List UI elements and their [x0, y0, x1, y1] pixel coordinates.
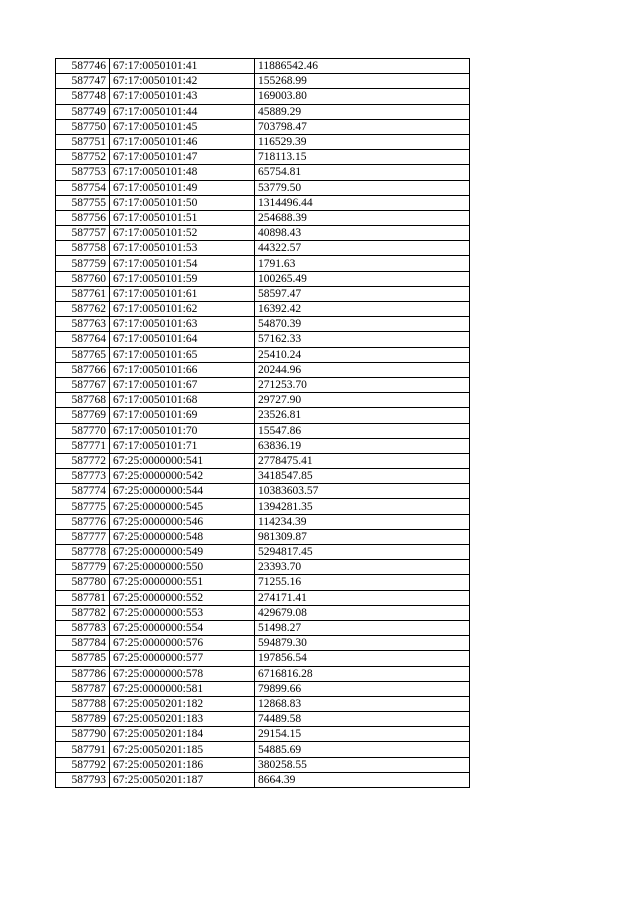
value-cell: 5294817.45 — [255, 545, 470, 560]
row-id-cell: 587754 — [56, 180, 110, 195]
table-row — [56, 712, 470, 727]
table-row — [56, 438, 470, 453]
value-cell: 11886542.46 — [255, 59, 470, 74]
table-row — [56, 453, 470, 468]
cadastral-number-cell: 67:17:0050101:42 — [110, 74, 255, 89]
row-id-cell: 587760 — [56, 271, 110, 286]
value-cell: 100265.49 — [255, 271, 470, 286]
table-row — [56, 286, 470, 301]
row-id-cell: 587765 — [56, 347, 110, 362]
value-cell: 718113.15 — [255, 150, 470, 165]
row-id-cell: 587762 — [56, 302, 110, 317]
value-cell: 3418547.85 — [255, 469, 470, 484]
row-id-cell: 587778 — [56, 545, 110, 560]
value-cell: 1394281.35 — [255, 499, 470, 514]
row-id-cell: 587779 — [56, 560, 110, 575]
cadastral-number-cell: 67:25:0000000:550 — [110, 560, 255, 575]
table-row — [56, 241, 470, 256]
cadastral-number-cell: 67:17:0050101:68 — [110, 393, 255, 408]
cadastral-number-cell: 67:25:0000000:544 — [110, 484, 255, 499]
value-cell: 2778475.41 — [255, 453, 470, 468]
cadastral-number-cell: 67:17:0050101:70 — [110, 423, 255, 438]
row-id-cell: 587782 — [56, 605, 110, 620]
table-row — [56, 59, 470, 74]
table-row — [56, 545, 470, 560]
table-row — [56, 165, 470, 180]
value-cell: 116529.39 — [255, 134, 470, 149]
table-row — [56, 302, 470, 317]
table-row — [56, 271, 470, 286]
cadastral-number-cell: 67:17:0050101:45 — [110, 119, 255, 134]
cadastral-number-cell: 67:25:0050201:185 — [110, 742, 255, 757]
value-cell: 12868.83 — [255, 696, 470, 711]
row-id-cell: 587789 — [56, 712, 110, 727]
cadastral-number-cell: 67:17:0050101:52 — [110, 226, 255, 241]
cadastral-number-cell: 67:17:0050101:59 — [110, 271, 255, 286]
table-row — [56, 134, 470, 149]
row-id-cell: 587781 — [56, 590, 110, 605]
row-id-cell: 587787 — [56, 681, 110, 696]
table-row — [56, 423, 470, 438]
table-row — [56, 210, 470, 225]
value-cell: 8664.39 — [255, 772, 470, 787]
records-table — [55, 58, 470, 788]
row-id-cell: 587757 — [56, 226, 110, 241]
table-row — [56, 757, 470, 772]
cadastral-number-cell: 67:17:0050101:53 — [110, 241, 255, 256]
cadastral-number-cell: 67:17:0050101:65 — [110, 347, 255, 362]
value-cell: 169003.80 — [255, 89, 470, 104]
value-cell: 23526.81 — [255, 408, 470, 423]
value-cell: 63836.19 — [255, 438, 470, 453]
cadastral-number-cell: 67:25:0000000:549 — [110, 545, 255, 560]
cadastral-number-cell: 67:25:0050201:187 — [110, 772, 255, 787]
cadastral-number-cell: 67:17:0050101:67 — [110, 377, 255, 392]
value-cell: 40898.43 — [255, 226, 470, 241]
value-cell: 155268.99 — [255, 74, 470, 89]
value-cell: 594879.30 — [255, 636, 470, 651]
cadastral-number-cell: 67:17:0050101:66 — [110, 362, 255, 377]
table-row — [56, 377, 470, 392]
cadastral-number-cell: 67:25:0000000:541 — [110, 453, 255, 468]
row-id-cell: 587755 — [56, 195, 110, 210]
row-id-cell: 587772 — [56, 453, 110, 468]
cadastral-number-cell: 67:25:0000000:554 — [110, 620, 255, 635]
table-row — [56, 362, 470, 377]
row-id-cell: 587753 — [56, 165, 110, 180]
value-cell: 16392.42 — [255, 302, 470, 317]
table-row — [56, 529, 470, 544]
value-cell: 254688.39 — [255, 210, 470, 225]
table-row — [56, 772, 470, 787]
row-id-cell: 587793 — [56, 772, 110, 787]
value-cell: 45889.29 — [255, 104, 470, 119]
cadastral-number-cell: 67:25:0050201:182 — [110, 696, 255, 711]
cadastral-number-cell: 67:25:0000000:545 — [110, 499, 255, 514]
value-cell: 58597.47 — [255, 286, 470, 301]
value-cell: 79899.66 — [255, 681, 470, 696]
table-row — [56, 514, 470, 529]
cadastral-number-cell: 67:17:0050101:63 — [110, 317, 255, 332]
cadastral-number-cell: 67:17:0050101:47 — [110, 150, 255, 165]
row-id-cell: 587788 — [56, 696, 110, 711]
cadastral-number-cell: 67:17:0050101:62 — [110, 302, 255, 317]
value-cell: 271253.70 — [255, 377, 470, 392]
cadastral-number-cell: 67:17:0050101:54 — [110, 256, 255, 271]
cadastral-number-cell: 67:17:0050101:49 — [110, 180, 255, 195]
row-id-cell: 587749 — [56, 104, 110, 119]
cadastral-number-cell: 67:17:0050101:50 — [110, 195, 255, 210]
row-id-cell: 587748 — [56, 89, 110, 104]
value-cell: 197856.54 — [255, 651, 470, 666]
table-row — [56, 499, 470, 514]
table-row — [56, 256, 470, 271]
table-row — [56, 317, 470, 332]
row-id-cell: 587792 — [56, 757, 110, 772]
row-id-cell: 587790 — [56, 727, 110, 742]
table-row — [56, 226, 470, 241]
value-cell: 981309.87 — [255, 529, 470, 544]
table-row — [56, 575, 470, 590]
row-id-cell: 587766 — [56, 362, 110, 377]
row-id-cell: 587752 — [56, 150, 110, 165]
cadastral-number-cell: 67:17:0050101:61 — [110, 286, 255, 301]
value-cell: 1314496.44 — [255, 195, 470, 210]
row-id-cell: 587783 — [56, 620, 110, 635]
value-cell: 54885.69 — [255, 742, 470, 757]
value-cell: 29154.15 — [255, 727, 470, 742]
cadastral-number-cell: 67:25:0000000:576 — [110, 636, 255, 651]
table-row — [56, 681, 470, 696]
value-cell: 6716816.28 — [255, 666, 470, 681]
value-cell: 44322.57 — [255, 241, 470, 256]
table-row — [56, 74, 470, 89]
row-id-cell: 587750 — [56, 119, 110, 134]
cadastral-number-cell: 67:17:0050101:41 — [110, 59, 255, 74]
table-row — [56, 332, 470, 347]
value-cell: 114234.39 — [255, 514, 470, 529]
row-id-cell: 587771 — [56, 438, 110, 453]
row-id-cell: 587764 — [56, 332, 110, 347]
table-row — [56, 104, 470, 119]
cadastral-number-cell: 67:25:0000000:552 — [110, 590, 255, 605]
cadastral-number-cell: 67:17:0050101:44 — [110, 104, 255, 119]
table-row — [56, 560, 470, 575]
cadastral-number-cell: 67:25:0050201:184 — [110, 727, 255, 742]
cadastral-number-cell: 67:25:0050201:183 — [110, 712, 255, 727]
table-row — [56, 408, 470, 423]
row-id-cell: 587773 — [56, 469, 110, 484]
cadastral-number-cell: 67:25:0000000:551 — [110, 575, 255, 590]
table-row — [56, 636, 470, 651]
cadastral-number-cell: 67:25:0050201:186 — [110, 757, 255, 772]
table-row — [56, 484, 470, 499]
value-cell: 29727.90 — [255, 393, 470, 408]
row-id-cell: 587785 — [56, 651, 110, 666]
value-cell: 51498.27 — [255, 620, 470, 635]
row-id-cell: 587776 — [56, 514, 110, 529]
value-cell: 23393.70 — [255, 560, 470, 575]
cadastral-number-cell: 67:17:0050101:71 — [110, 438, 255, 453]
cadastral-number-cell: 67:25:0000000:553 — [110, 605, 255, 620]
row-id-cell: 587758 — [56, 241, 110, 256]
value-cell: 10383603.57 — [255, 484, 470, 499]
cadastral-number-cell: 67:25:0000000:546 — [110, 514, 255, 529]
row-id-cell: 587791 — [56, 742, 110, 757]
table-row — [56, 180, 470, 195]
table-row — [56, 347, 470, 362]
value-cell: 65754.81 — [255, 165, 470, 180]
table-row — [56, 605, 470, 620]
value-cell: 274171.41 — [255, 590, 470, 605]
records-table-body — [56, 59, 470, 788]
table-row — [56, 696, 470, 711]
row-id-cell: 587761 — [56, 286, 110, 301]
value-cell: 20244.96 — [255, 362, 470, 377]
table-row — [56, 469, 470, 484]
value-cell: 429679.08 — [255, 605, 470, 620]
value-cell: 703798.47 — [255, 119, 470, 134]
table-row — [56, 620, 470, 635]
row-id-cell: 587770 — [56, 423, 110, 438]
row-id-cell: 587777 — [56, 529, 110, 544]
row-id-cell: 587774 — [56, 484, 110, 499]
cadastral-number-cell: 67:25:0000000:548 — [110, 529, 255, 544]
table-row — [56, 119, 470, 134]
value-cell: 1791.63 — [255, 256, 470, 271]
table-row — [56, 150, 470, 165]
value-cell: 54870.39 — [255, 317, 470, 332]
row-id-cell: 587751 — [56, 134, 110, 149]
value-cell: 53779.50 — [255, 180, 470, 195]
value-cell: 57162.33 — [255, 332, 470, 347]
table-row — [56, 195, 470, 210]
table-row — [56, 393, 470, 408]
row-id-cell: 587763 — [56, 317, 110, 332]
cadastral-number-cell: 67:17:0050101:64 — [110, 332, 255, 347]
row-id-cell: 587768 — [56, 393, 110, 408]
cadastral-number-cell: 67:17:0050101:46 — [110, 134, 255, 149]
cadastral-number-cell: 67:17:0050101:69 — [110, 408, 255, 423]
value-cell: 25410.24 — [255, 347, 470, 362]
value-cell: 380258.55 — [255, 757, 470, 772]
row-id-cell: 587784 — [56, 636, 110, 651]
row-id-cell: 587780 — [56, 575, 110, 590]
row-id-cell: 587775 — [56, 499, 110, 514]
cadastral-number-cell: 67:25:0000000:578 — [110, 666, 255, 681]
cadastral-number-cell: 67:25:0000000:542 — [110, 469, 255, 484]
table-row — [56, 742, 470, 757]
value-cell: 71255.16 — [255, 575, 470, 590]
row-id-cell: 587756 — [56, 210, 110, 225]
cadastral-number-cell: 67:25:0000000:581 — [110, 681, 255, 696]
cadastral-number-cell: 67:17:0050101:51 — [110, 210, 255, 225]
row-id-cell: 587769 — [56, 408, 110, 423]
value-cell: 15547.86 — [255, 423, 470, 438]
row-id-cell: 587747 — [56, 74, 110, 89]
table-row — [56, 666, 470, 681]
value-cell: 74489.58 — [255, 712, 470, 727]
row-id-cell: 587767 — [56, 377, 110, 392]
cadastral-number-cell: 67:17:0050101:43 — [110, 89, 255, 104]
cadastral-number-cell: 67:25:0000000:577 — [110, 651, 255, 666]
table-row — [56, 651, 470, 666]
row-id-cell: 587786 — [56, 666, 110, 681]
row-id-cell: 587759 — [56, 256, 110, 271]
table-row — [56, 89, 470, 104]
cadastral-number-cell: 67:17:0050101:48 — [110, 165, 255, 180]
table-row — [56, 727, 470, 742]
row-id-cell: 587746 — [56, 59, 110, 74]
table-row — [56, 590, 470, 605]
